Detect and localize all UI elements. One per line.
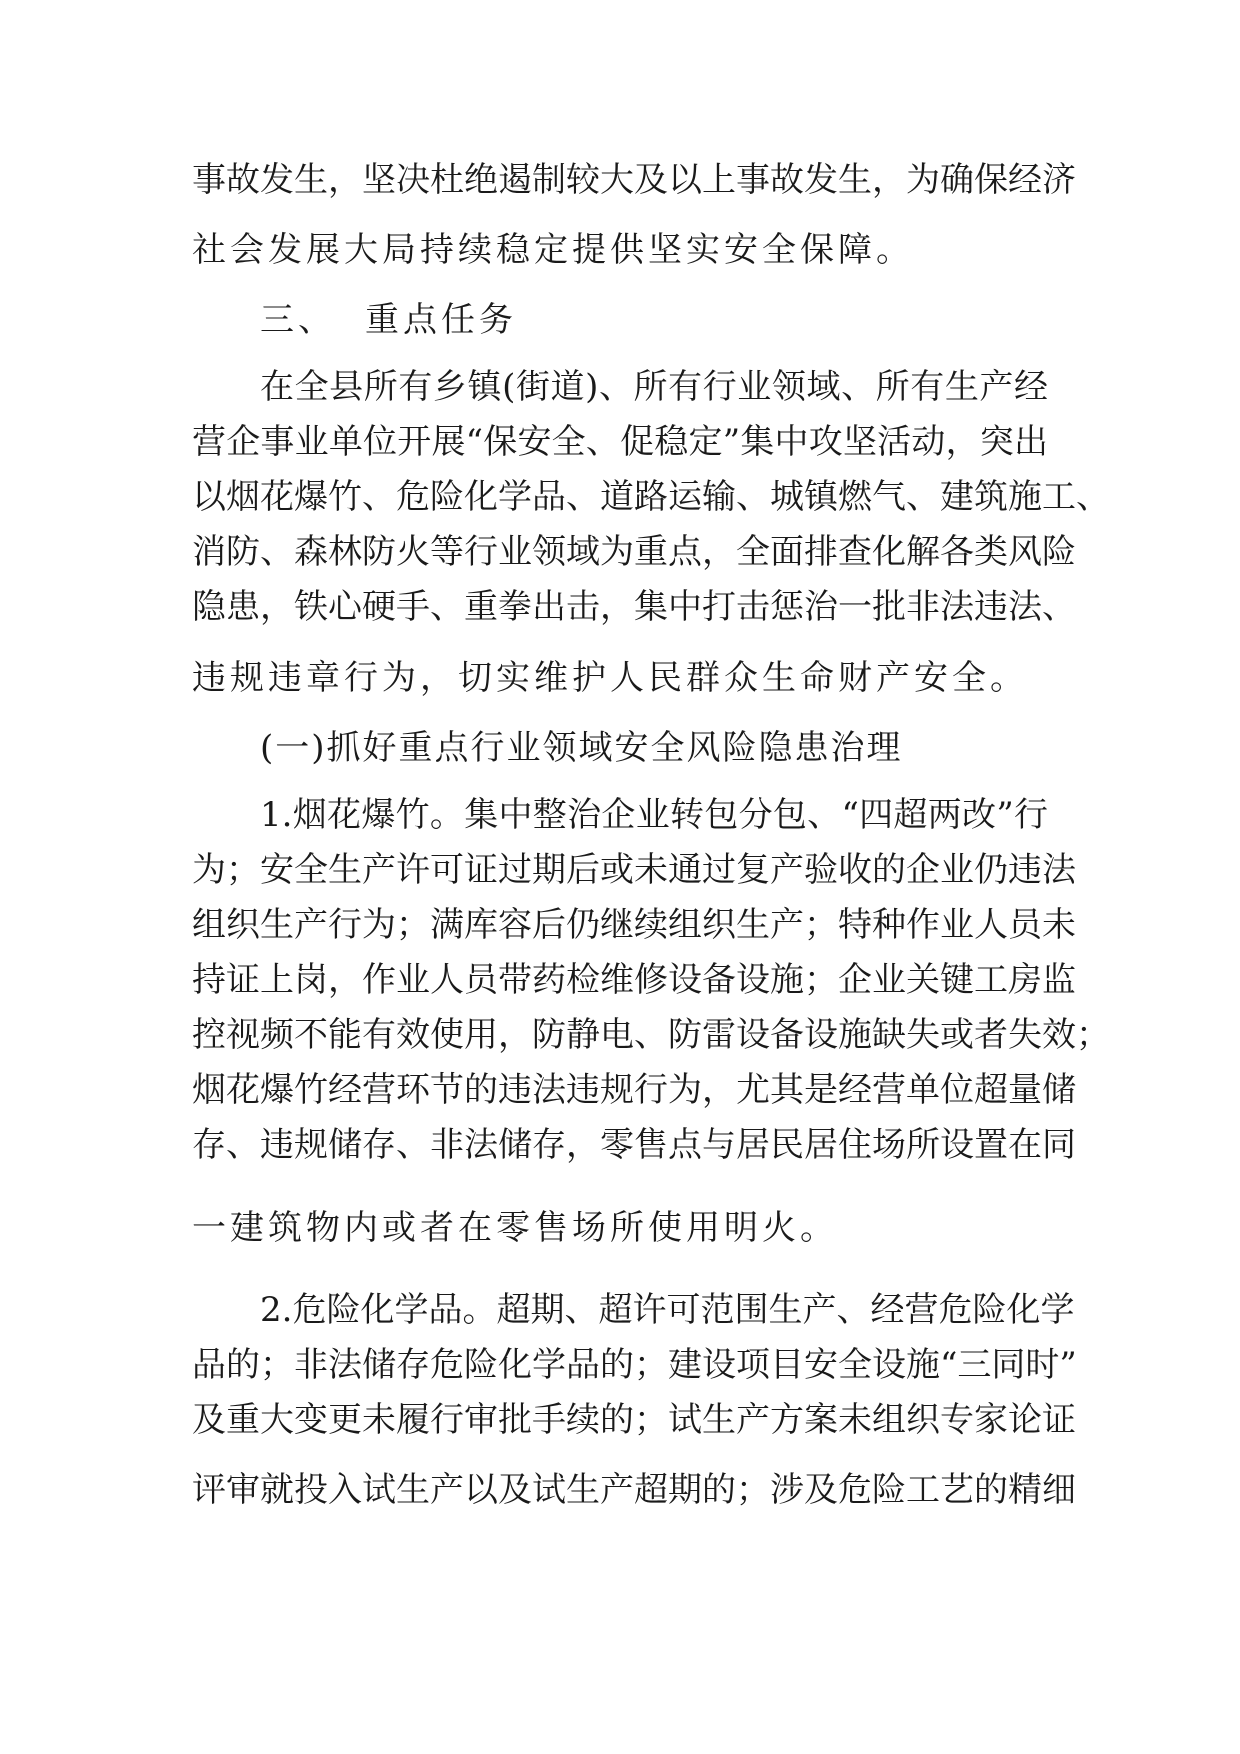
paragraph-line: 组织生产行为；满库容后仍继续组织生产；特种作业人员未 (192, 905, 1076, 945)
paragraph-line: 烟花爆竹经营环节的违法违规行为，尤其是经营单位超量储 (192, 1070, 1076, 1110)
paragraph-line: 违规违章行为，切实维护人民群众生命财产安全。 (192, 658, 1028, 698)
paragraph-line: 在全县所有乡镇(街道)、所有行业领域、所有生产经 (260, 367, 1048, 407)
paragraph-line: 及重大变更未履行审批手续的；试生产方案未组织专家论证 (192, 1400, 1076, 1440)
paragraph-line: 一建筑物内或者在零售场所使用明火。 (192, 1208, 838, 1248)
section-number: 三、 (260, 300, 336, 340)
paragraph-line: 以烟花爆竹、危险化学品、道路运输、城镇燃气、建筑施工、 (192, 477, 1110, 517)
paragraph-line: 消防、森林防火等行业领域为重点，全面排查化解各类风险 (192, 532, 1076, 572)
paragraph-line: 存、违规储存、非法储存，零售点与居民居住场所设置在同 (192, 1125, 1076, 1165)
paragraph-line: 营企事业单位开展“保安全、促稳定”集中攻坚活动，突出 (192, 422, 1048, 462)
paragraph-line: 持证上岗，作业人员带药检维修设备设施；企业关键工房监 (192, 960, 1076, 1000)
paragraph-line: 控视频不能有效使用，防静电、防雷设备设施缺失或者失效； (192, 1015, 1110, 1055)
section-title: 重点任务 (365, 300, 517, 340)
paragraph-line: 隐患，铁心硬手、重拳出击，集中打击惩治一批非法违法、 (192, 587, 1076, 627)
paragraph-line: 品的；非法储存危险化学品的；建设项目安全设施“三同时” (192, 1345, 1077, 1385)
paragraph-line: 评审就投入试生产以及试生产超期的；涉及危险工艺的精细 (192, 1470, 1076, 1510)
paragraph-line: 1.烟花爆竹。集中整治企业转包分包、“四超两改”行 (260, 795, 1048, 835)
subheading: (一)抓好重点行业领域安全风险隐患治理 (260, 728, 903, 768)
paragraph-line: 为；安全生产许可证过期后或未通过复产验收的企业仍违法 (192, 850, 1076, 890)
text-line: 事故发生，坚决杜绝遏制较大及以上事故发生，为确保经济 (192, 160, 1076, 200)
paragraph-line: 2.危险化学品。超期、超许可范围生产、经营危险化学 (260, 1290, 1075, 1330)
text-line: 社会发展大局持续稳定提供坚实安全保障。 (192, 230, 914, 270)
